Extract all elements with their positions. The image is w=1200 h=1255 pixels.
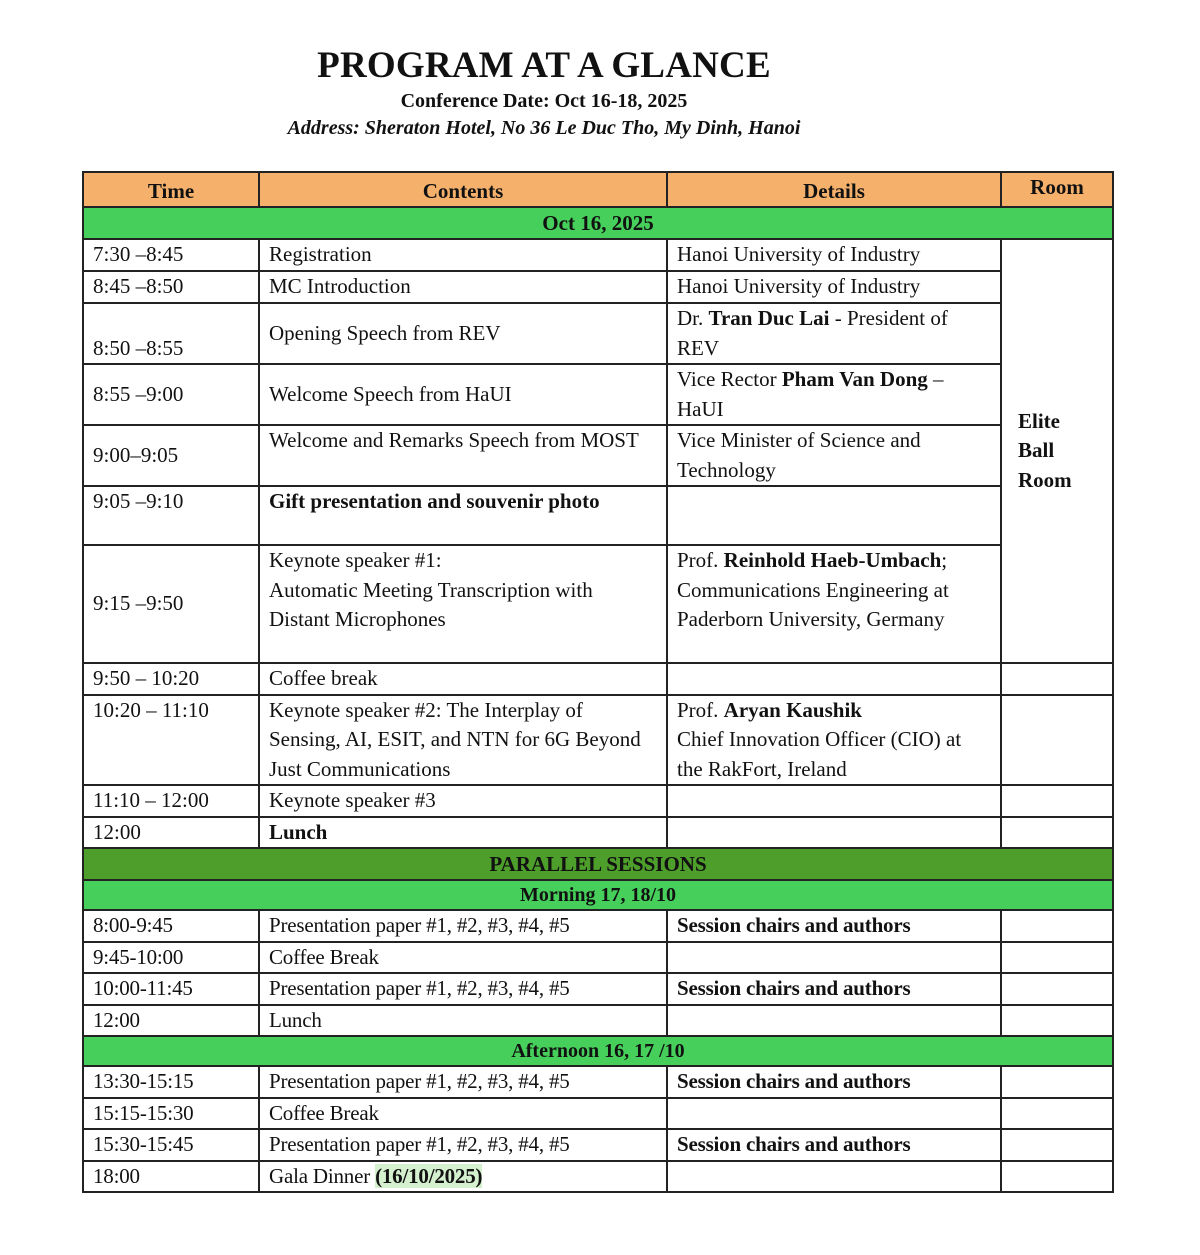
table-row — [83, 545, 1113, 663]
contents-cell: Coffee Break — [259, 942, 667, 974]
contents-cell: Coffee Break — [259, 1098, 667, 1130]
details-cell — [667, 663, 1001, 695]
time-cell: 18:00 — [83, 1161, 259, 1193]
time-cell: 8:45 –8:50 — [83, 271, 259, 303]
time-cell: 10:00-11:45 — [83, 973, 259, 1005]
details-cell: Hanoi University of Industry — [667, 271, 1001, 303]
speaker-name: Aryan Kaushik — [723, 697, 862, 722]
column-header-contents: Contents — [259, 172, 667, 207]
table-row — [83, 695, 1113, 786]
table-row — [83, 973, 1113, 1005]
room-cell — [1001, 1129, 1113, 1161]
time-cell: 15:15-15:30 — [83, 1098, 259, 1130]
table-row — [83, 425, 1113, 486]
details-suffix: – HaUI — [677, 367, 944, 421]
conference-date: Conference Date: Oct 16-18, 2025 — [400, 90, 688, 112]
parallel-sessions-label: PARALLEL SESSIONS — [83, 848, 1113, 880]
time-cell: 12:00 — [83, 817, 259, 849]
time-cell: 15:30-15:45 — [83, 1129, 259, 1161]
table-row — [83, 303, 1113, 364]
details-cell — [667, 817, 1001, 849]
details-cell — [667, 942, 1001, 974]
details-cell: Session chairs and authors — [667, 1066, 1001, 1098]
page-title: PROGRAM AT A GLANCE — [317, 45, 771, 86]
contents-cell: Lunch — [259, 1005, 667, 1037]
keynote-title: Automatic Meeting Transcription with Distant Microphones — [269, 577, 593, 631]
contents-cell: Welcome and Remarks Speech from MOST — [259, 425, 667, 486]
contents-cell: Keynote speaker #3 — [259, 785, 667, 817]
details-cell — [667, 1161, 1001, 1193]
day-label: Oct 16, 2025 — [83, 207, 1113, 239]
time-cell: 8:00-9:45 — [83, 910, 259, 942]
contents-cell: Presentation paper #1, #2, #3, #4, #5 — [259, 1129, 667, 1161]
details-cell — [667, 785, 1001, 817]
room-cell — [1001, 973, 1113, 1005]
table-row — [83, 364, 1113, 425]
table-row — [83, 1161, 1113, 1193]
details-cell — [667, 364, 1001, 425]
room-cell — [1001, 695, 1113, 786]
room-cell — [1001, 663, 1113, 695]
speaker-name: Tran Duc Lai — [708, 306, 830, 330]
table-row — [83, 663, 1113, 695]
table-row — [83, 1129, 1113, 1161]
details-cell — [667, 1098, 1001, 1130]
table-row — [83, 942, 1113, 974]
details-suffix: - President of REV — [677, 306, 948, 360]
details-cell: Session chairs and authors — [667, 910, 1001, 942]
gala-dinner-label: Gala Dinner — [269, 1163, 376, 1188]
time-cell: 9:00–9:05 — [83, 425, 259, 486]
time-cell: 11:10 – 12:00 — [83, 785, 259, 817]
time-cell: 8:50 –8:55 — [83, 303, 259, 364]
column-header-room: Room — [1001, 172, 1113, 207]
contents-cell: Presentation paper #1, #2, #3, #4, #5 — [259, 910, 667, 942]
details-cell: Session chairs and authors — [667, 1129, 1001, 1161]
contents-cell: Keynote speaker #2: The Interplay of Sensing, AI, ESIT, and NTN for 6G Beyond Just Communications — [259, 695, 667, 786]
details-cell: Session chairs and authors — [667, 973, 1001, 1005]
contents-cell: Lunch — [259, 817, 667, 849]
details-prefix: Dr. — [677, 306, 709, 330]
table-row — [83, 239, 1113, 271]
contents-cell: Presentation paper #1, #2, #3, #4, #5 — [259, 973, 667, 1005]
contents-cell: Gift presentation and souvenir photo — [259, 486, 667, 545]
details-cell — [667, 1005, 1001, 1037]
details-cell: Hanoi University of Industry — [667, 239, 1001, 271]
time-cell: 13:30-15:15 — [83, 1066, 259, 1098]
table-row — [83, 817, 1113, 849]
contents-cell: Presentation paper #1, #2, #3, #4, #5 — [259, 1066, 667, 1098]
afternoon-label: Afternoon 16, 17 /10 — [83, 1036, 1113, 1066]
time-cell: 7:30 –8:45 — [83, 239, 259, 271]
contents-cell: MC Introduction — [259, 271, 667, 303]
time-cell: 9:50 – 10:20 — [83, 663, 259, 695]
details-cell — [667, 545, 1001, 663]
details-prefix: Prof. — [677, 548, 724, 572]
gala-dinner-date-highlight: (16/10/2025) — [375, 1163, 483, 1188]
details-cell — [667, 695, 1001, 786]
morning-label: Morning 17, 18/10 — [83, 880, 1113, 910]
day-header-row — [83, 207, 1113, 239]
room-cell — [1001, 1098, 1113, 1130]
table-row — [83, 1066, 1113, 1098]
keynote-label: Keynote speaker #1: — [269, 548, 442, 572]
details-suffix: ; Communications Engineering at Paderborn University, Germany — [677, 548, 949, 631]
details-cell — [667, 486, 1001, 545]
time-cell: 8:55 –9:00 — [83, 364, 259, 425]
table-row — [83, 910, 1113, 942]
room-cell — [1001, 239, 1113, 663]
table-row — [83, 1098, 1113, 1130]
time-cell: 9:15 –9:50 — [83, 545, 259, 663]
morning-header-row — [83, 880, 1113, 910]
details-cell — [667, 303, 1001, 364]
table-row — [83, 1005, 1113, 1037]
column-header-details: Details — [667, 172, 1001, 207]
time-cell: 12:00 — [83, 1005, 259, 1037]
room-cell — [1001, 785, 1113, 817]
contents-cell — [259, 545, 667, 663]
details-prefix: Prof. — [677, 697, 724, 722]
table-row — [83, 486, 1113, 545]
table-row — [83, 785, 1113, 817]
room-cell — [1001, 910, 1113, 942]
contents-cell: Welcome Speech from HaUI — [259, 364, 667, 425]
table-row — [83, 271, 1113, 303]
table-header-row — [83, 172, 1113, 207]
details-prefix: Vice Rector — [677, 367, 782, 391]
time-cell: 10:20 – 11:10 — [83, 695, 259, 786]
contents-cell — [259, 1161, 667, 1193]
room-name: Elite Ball Room — [1018, 408, 1072, 492]
time-cell: 9:05 –9:10 — [83, 486, 259, 545]
room-cell — [1001, 942, 1113, 974]
room-cell — [1001, 817, 1113, 849]
room-cell — [1001, 1066, 1113, 1098]
parallel-sessions-row — [83, 848, 1113, 880]
speaker-name: Pham Van Dong — [781, 367, 928, 391]
conference-address: Address: Sheraton Hotel, No 36 Le Duc Tho, My Dinh, Hanoi — [287, 117, 801, 139]
time-cell: 9:45-10:00 — [83, 942, 259, 974]
column-header-time: Time — [83, 172, 259, 207]
speaker-name: Reinhold Haeb-Umbach — [723, 548, 942, 572]
contents-cell: Opening Speech from REV — [259, 303, 667, 364]
contents-cell: Registration — [259, 239, 667, 271]
afternoon-header-row — [83, 1036, 1113, 1066]
room-cell — [1001, 1161, 1113, 1193]
contents-cell: Coffee break — [259, 663, 667, 695]
program-table — [82, 171, 1114, 1193]
details-suffix: Chief Innovation Officer (CIO) at the RakFort, Ireland — [677, 727, 962, 781]
room-cell — [1001, 1005, 1113, 1037]
details-cell: Vice Minister of Science and Technology — [667, 425, 1001, 486]
